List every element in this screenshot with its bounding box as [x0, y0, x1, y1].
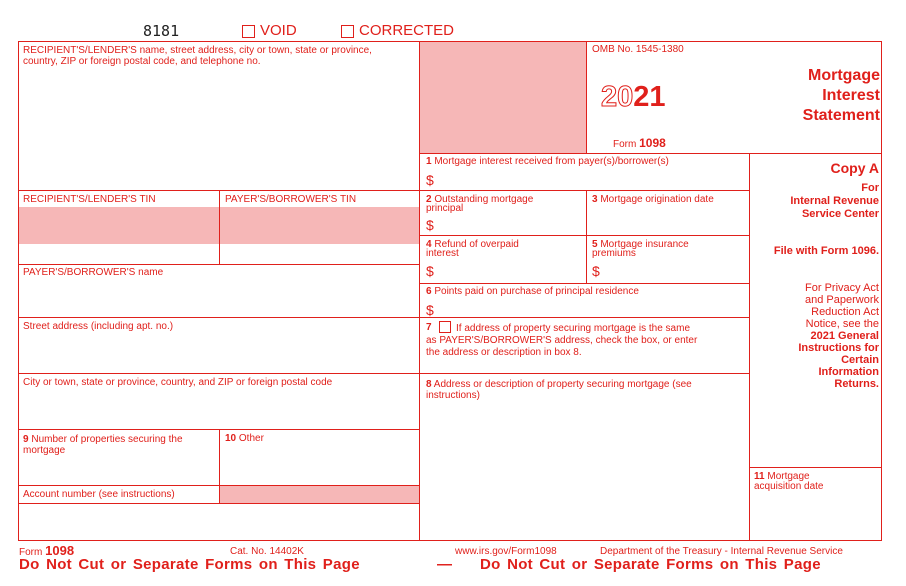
line-account-top — [18, 485, 420, 486]
box10-label: 10 Other — [225, 433, 264, 444]
form-code: 8181 — [143, 22, 180, 40]
line-box2-top — [419, 190, 749, 191]
line-street-top — [18, 317, 420, 318]
file-with: File with Form 1096. — [773, 245, 879, 257]
shaded-recipient-tin — [19, 207, 219, 244]
footer-department: Department of the Treasury - Internal Revenue Service — [600, 546, 843, 557]
tax-year — [601, 82, 666, 112]
shaded-area-top — [420, 42, 586, 153]
box5-dollar: $ — [592, 263, 600, 279]
box11-label: 11 Mortgage acquisition date — [754, 471, 824, 492]
omb-number: OMB No. 1545-1380 — [592, 44, 684, 55]
box6-label: 6 Points paid on purchase of principal residence — [426, 286, 639, 297]
tax-year-solid: 21 — [633, 81, 666, 113]
divider-tin — [219, 190, 220, 264]
line-box6-top — [419, 283, 749, 284]
box1-label: 1 Mortgage interest received from payer(s)/borrower(s) — [426, 156, 669, 167]
line-payer-name-top — [18, 264, 420, 265]
box2-label: 2 Outstanding mortgage principal — [426, 194, 534, 214]
city-label: City or town, state or province, country, and ZIP or foreign postal code — [23, 377, 333, 388]
form-title: Mortgage Interest Statement — [802, 67, 880, 124]
box1-dollar: $ — [426, 172, 434, 188]
divider-box2-3 — [586, 190, 587, 283]
box3-label: 3 Mortgage origination date — [592, 194, 714, 205]
payer-tin-label: PAYER'S/BORROWER'S TIN — [225, 194, 357, 205]
line-box4-top — [419, 235, 749, 236]
box9-label: 9 Number of properties securing the mortgage — [23, 434, 183, 456]
box7-num: 7 — [426, 322, 432, 333]
footer-cat-no: Cat. No. 14402K — [230, 546, 304, 557]
divider-box9-10 — [219, 429, 220, 503]
box4-label: 4 Refund of overpaid interest — [426, 239, 519, 259]
corrected-checkbox[interactable] — [341, 25, 354, 38]
box6-dollar: $ — [426, 302, 434, 318]
shaded-account — [220, 485, 419, 503]
copy-a: Copy A — [830, 160, 879, 176]
footer-url: www.irs.gov/Form1098 — [455, 546, 557, 557]
recipient-name-field[interactable] — [20, 70, 418, 188]
line-box1-top — [419, 153, 882, 154]
divider-omb — [586, 41, 587, 153]
void-label: VOID — [260, 22, 297, 39]
line-box7-top — [419, 317, 749, 318]
box4-dollar: $ — [426, 263, 434, 279]
footer-form-number: Form 1098 — [19, 543, 75, 558]
line-account-bottom — [18, 503, 420, 504]
footer-warning-left: Do Not Cut or Separate Forms on This Page — [19, 556, 360, 573]
privacy-notice: For Privacy Act and Paperwork Reduction Act Notice, see the 2021 General Instructions for Certain Information Returns. — [798, 282, 879, 390]
payer-name-label: PAYER'S/BORROWER'S name — [23, 267, 164, 278]
shaded-payer-tin — [220, 207, 419, 244]
street-label: Street address (including apt. no.) — [23, 321, 174, 332]
void-checkbox[interactable] — [242, 25, 255, 38]
tax-year-outline: 20 — [601, 81, 634, 113]
recipient-tin-label: RECIPIENT'S/LENDER'S TIN — [23, 194, 156, 205]
box5-label: 5 Mortgage insurance premiums — [592, 239, 689, 259]
account-label: Account number (see instructions) — [23, 489, 175, 500]
box7-label: If address of property securing mortgage is the same as PAYER'S/BORROWER'S address, check the box, or enter the address or description in box 8. — [426, 323, 698, 358]
box8-label: 8 Address or description of property securing mortgage (see instructions) — [426, 379, 692, 401]
divider-right-column — [749, 153, 750, 541]
form-number-top: Form 1098 — [613, 136, 666, 150]
copy-for: For Internal Revenue Service Center — [790, 182, 879, 220]
recipient-name-label: RECIPIENT'S/LENDER'S name, street address, city or town, state or province, country, ZIP or foreign postal code, and telephone no. — [23, 45, 372, 67]
line-city-top — [18, 373, 420, 374]
line-box11-top — [749, 467, 882, 468]
corrected-label: CORRECTED — [359, 22, 455, 39]
footer-warning-right: Do Not Cut or Separate Forms on This Page — [480, 556, 821, 573]
line-box8-top — [419, 373, 749, 374]
box2-dollar: $ — [426, 217, 434, 233]
footer-dash: — — [437, 556, 452, 573]
